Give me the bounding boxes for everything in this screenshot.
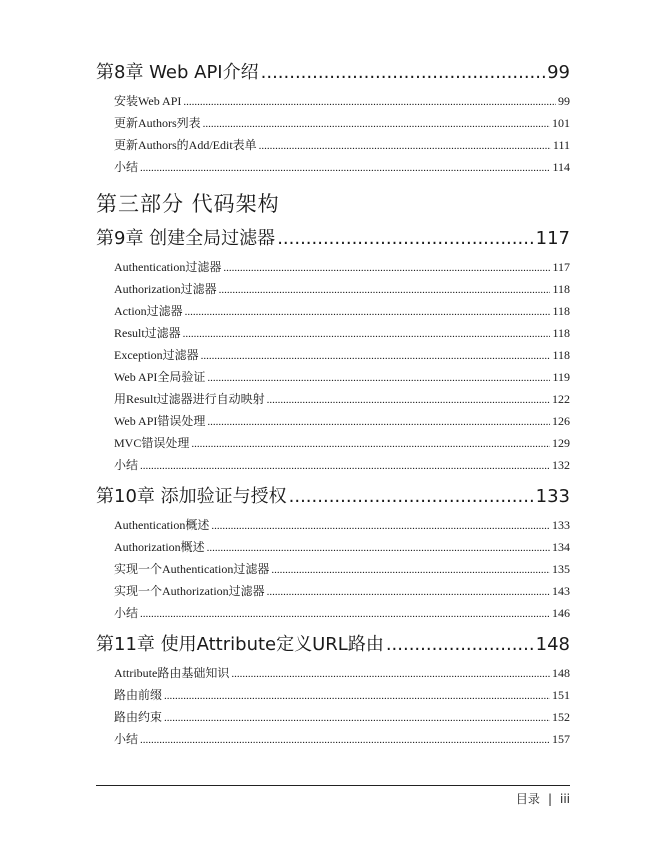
page-number: 151 [552, 688, 570, 702]
entry-title: Authentication过滤器 [114, 260, 222, 274]
dot-leader [261, 62, 545, 84]
dot-leader [219, 279, 551, 301]
dot-leader [277, 228, 533, 250]
page-number: 117 [535, 228, 570, 249]
chapter-title: 第11章 使用Attribute定义URL路由 [96, 634, 384, 655]
page-number: 111 [552, 138, 570, 152]
toc-chapter[interactable] [96, 486, 570, 508]
entry-title: 小结 [114, 732, 139, 746]
page-number: 135 [552, 562, 570, 576]
toc-entry[interactable] [114, 684, 570, 706]
toc-entry[interactable] [114, 366, 570, 388]
dot-leader [140, 157, 550, 179]
page-number: 152 [552, 710, 570, 724]
dot-leader [386, 634, 534, 656]
footer-page-number: iii [559, 791, 570, 806]
page-number: 126 [552, 414, 570, 428]
table-of-contents [96, 62, 570, 750]
toc-entry[interactable] [114, 90, 570, 112]
page-number: 133 [535, 486, 570, 507]
page-number: 134 [552, 540, 570, 554]
entry-title: 实现一个Authorization过滤器 [114, 584, 265, 598]
dot-leader [259, 135, 551, 157]
dot-leader [267, 581, 550, 603]
entry-title: 路由前缀 [114, 688, 163, 702]
dot-leader [207, 411, 550, 433]
toc-chapter[interactable] [96, 62, 570, 84]
dot-leader [183, 323, 551, 345]
dot-leader [223, 257, 550, 279]
dot-leader [185, 301, 551, 323]
dot-leader [231, 663, 550, 685]
dot-leader [211, 515, 550, 537]
dot-leader [207, 537, 550, 559]
entry-title: Authorization过滤器 [114, 282, 217, 296]
dot-leader [164, 707, 550, 729]
toc-entry[interactable] [114, 602, 570, 624]
dot-leader [271, 559, 550, 581]
toc-entry[interactable] [114, 514, 570, 536]
toc-entry[interactable] [114, 134, 570, 156]
page-number: 117 [552, 260, 570, 274]
toc-entry[interactable] [114, 536, 570, 558]
toc-entry[interactable] [114, 278, 570, 300]
page-number: 101 [552, 116, 570, 130]
entry-title: Authentication概述 [114, 518, 210, 532]
page-number: 148 [535, 634, 570, 655]
page-number: 157 [552, 732, 570, 746]
dot-leader [289, 486, 534, 508]
entry-title: Attribute路由基础知识 [114, 666, 230, 680]
entry-title: Action过滤器 [114, 304, 183, 318]
toc-entry[interactable] [114, 256, 570, 278]
toc-chapter[interactable] [96, 228, 570, 250]
dot-leader [183, 91, 556, 113]
toc-entry[interactable] [114, 410, 570, 432]
toc-entry[interactable] [114, 728, 570, 750]
dot-leader [191, 433, 550, 455]
toc-entry[interactable] [114, 112, 570, 134]
entry-title: 小结 [114, 160, 139, 174]
dot-leader [207, 367, 550, 389]
toc-entry[interactable] [114, 662, 570, 684]
toc-entry[interactable] [114, 454, 570, 476]
toc-entry[interactable] [114, 322, 570, 344]
dot-leader [203, 113, 550, 135]
page-number: 122 [552, 392, 570, 406]
page-number: 118 [552, 326, 570, 340]
page-number: 99 [547, 62, 570, 83]
toc-entry[interactable] [114, 580, 570, 602]
page-number: 148 [552, 666, 570, 680]
dot-leader [140, 729, 550, 751]
page-number: 129 [552, 436, 570, 450]
toc-entry[interactable] [114, 432, 570, 454]
toc-entry[interactable] [114, 558, 570, 580]
toc-entry[interactable] [114, 706, 570, 728]
page-number: 143 [552, 584, 570, 598]
dot-leader [140, 455, 550, 477]
chapter-title: 第10章 添加验证与授权 [96, 486, 287, 507]
entry-title: 更新Authors的Add/Edit表单 [114, 138, 257, 152]
entry-title: Web API错误处理 [114, 414, 206, 428]
footer-section-label: 目录 [515, 792, 540, 806]
page-number: 146 [552, 606, 570, 620]
page-number: 132 [552, 458, 570, 472]
part-heading: 第三部分 代码架构 [96, 192, 280, 216]
page-number: 99 [558, 94, 570, 108]
entry-title: 小结 [114, 606, 139, 620]
page-number: 114 [552, 160, 570, 174]
toc-chapter[interactable] [96, 634, 570, 656]
entry-title: Exception过滤器 [114, 348, 199, 362]
page-number: 118 [552, 304, 570, 318]
toc-entry[interactable] [114, 156, 570, 178]
footer-separator: | [547, 791, 552, 806]
entry-title: Authorization概述 [114, 540, 205, 554]
dot-leader [267, 389, 550, 411]
entry-title: 路由约束 [114, 710, 163, 724]
page-footer [516, 790, 570, 807]
entry-title: Web API全局验证 [114, 370, 206, 384]
chapter-title: 第8章 Web API介绍 [96, 62, 259, 83]
entry-title: 安装Web API [114, 94, 182, 108]
entry-title: 小结 [114, 458, 139, 472]
toc-entry[interactable] [114, 344, 570, 366]
entry-title: Result过滤器 [114, 326, 181, 340]
entry-title: MVC错误处理 [114, 436, 190, 450]
page-number: 118 [552, 348, 570, 362]
footer-rule [96, 785, 570, 786]
entry-title: 更新Authors列表 [114, 116, 201, 130]
dot-leader [140, 603, 550, 625]
page-number: 133 [552, 518, 570, 532]
toc-entry[interactable] [114, 388, 570, 410]
page-number: 119 [552, 370, 570, 384]
dot-leader [201, 345, 551, 367]
entry-title: 用Result过滤器进行自动映射 [114, 392, 265, 406]
dot-leader [164, 685, 550, 707]
toc-entry[interactable] [114, 300, 570, 322]
entry-title: 实现一个Authentication过滤器 [114, 562, 270, 576]
page-number: 118 [552, 282, 570, 296]
chapter-title: 第9章 创建全局过滤器 [96, 228, 276, 249]
